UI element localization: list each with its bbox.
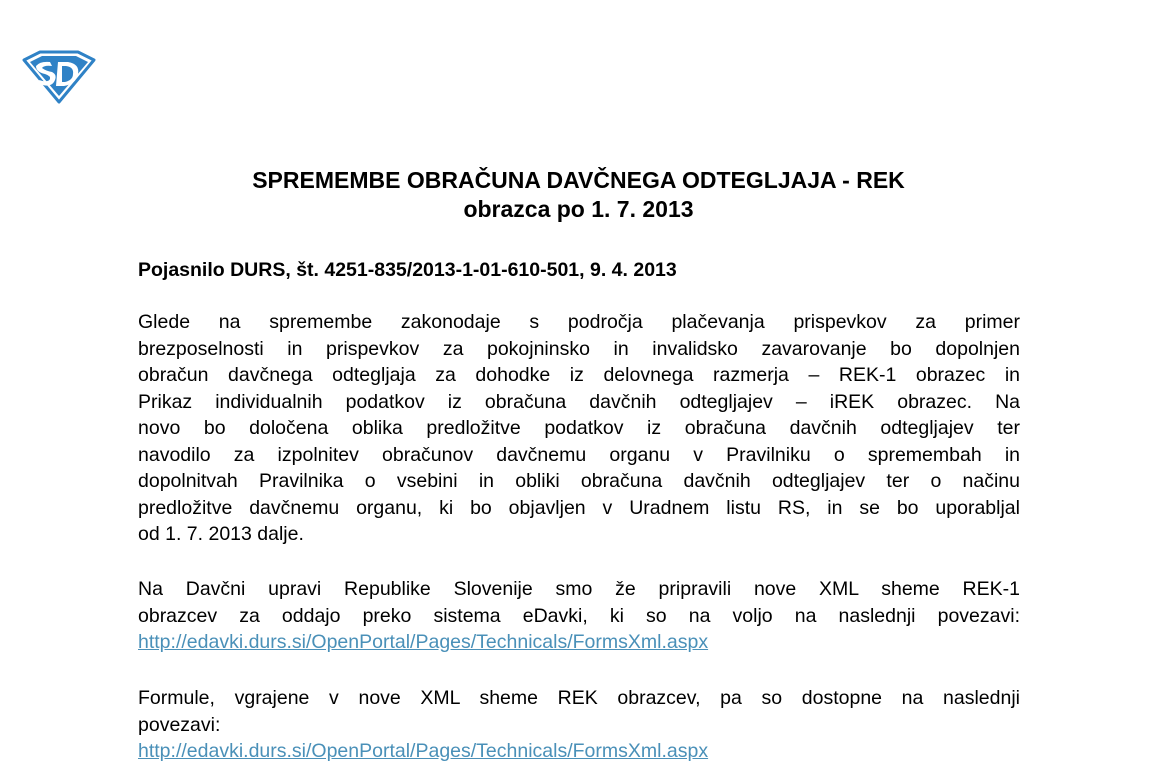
xml-schemes-link[interactable]: http://edavki.durs.si/OpenPortal/Pages/Technicals/FormsXml.aspx	[138, 631, 709, 653]
paragraph-line: navodilo za izpolnitev obračunov davčnemu organu v Pravilniku o spremembah in	[138, 443, 1020, 466]
paragraph-line: Prikaz individualnih podatkov iz obračuna davčnih odtegljajev – iREK obrazec. Na	[138, 390, 1020, 413]
title-line-1: SPREMEMBE OBRAČUNA DAVČNEGA ODTEGLJAJA - REK	[252, 167, 905, 193]
paragraph-line: obračun davčnega odtegljaja za dohodke iz delovnega razmerja – REK-1 obrazec in	[138, 364, 1020, 386]
paragraph-line: Formule, vgrajene v nove XML sheme REK obrazcev, pa so dostopne na naslednji	[138, 687, 1020, 709]
formulas-link[interactable]: http://edavki.durs.si/OpenPortal/Pages/Technicals/FormsXml.aspx	[138, 740, 709, 762]
document-subtitle: Pojasnilo DURS, št. 4251-835/2013-1-01-610-501, 9. 4. 2013	[138, 259, 677, 281]
document-title	[0, 166, 1157, 224]
paragraph-line: obrazcev za oddajo preko sistema eDavki, ki so na voljo na naslednji povezavi:	[138, 604, 1020, 627]
paragraph-line: povezavi:	[138, 713, 221, 736]
paragraph-1	[138, 309, 1020, 548]
paragraph-line	[138, 629, 1020, 656]
paragraph-2	[138, 576, 1020, 656]
paragraph-line: dopolnitvah Pravilnika o vsebini in obliki obračuna davčnih odtegljajev ter o načinu	[138, 470, 1020, 492]
title-line-2: obrazca po 1. 7. 2013	[463, 196, 694, 222]
paragraph-line: brezposelnosti in prispevkov za pokojninsko in invalidsko zavarovanje bo dopolnjen	[138, 337, 1020, 360]
paragraph-line	[138, 738, 1020, 762]
paragraph-3	[138, 685, 1020, 762]
paragraph-line: Na Davčni upravi Republike Slovenije smo že pripravili nove XML sheme REK-1	[138, 578, 1020, 600]
paragraph-line: predložitve davčnemu organu, ki bo objavljen v Uradnem listu RS, in se bo uporabljal	[138, 496, 1020, 519]
sd-shield-logo-icon	[22, 50, 96, 104]
paragraph-line: novo bo določena oblika predložitve podatkov iz obračuna davčnih odtegljajev ter	[138, 417, 1020, 439]
paragraph-line: od 1. 7. 2013 dalje.	[138, 523, 304, 545]
paragraph-line: Glede na spremembe zakonodaje s področja plačevanja prispevkov za primer	[138, 311, 1020, 333]
